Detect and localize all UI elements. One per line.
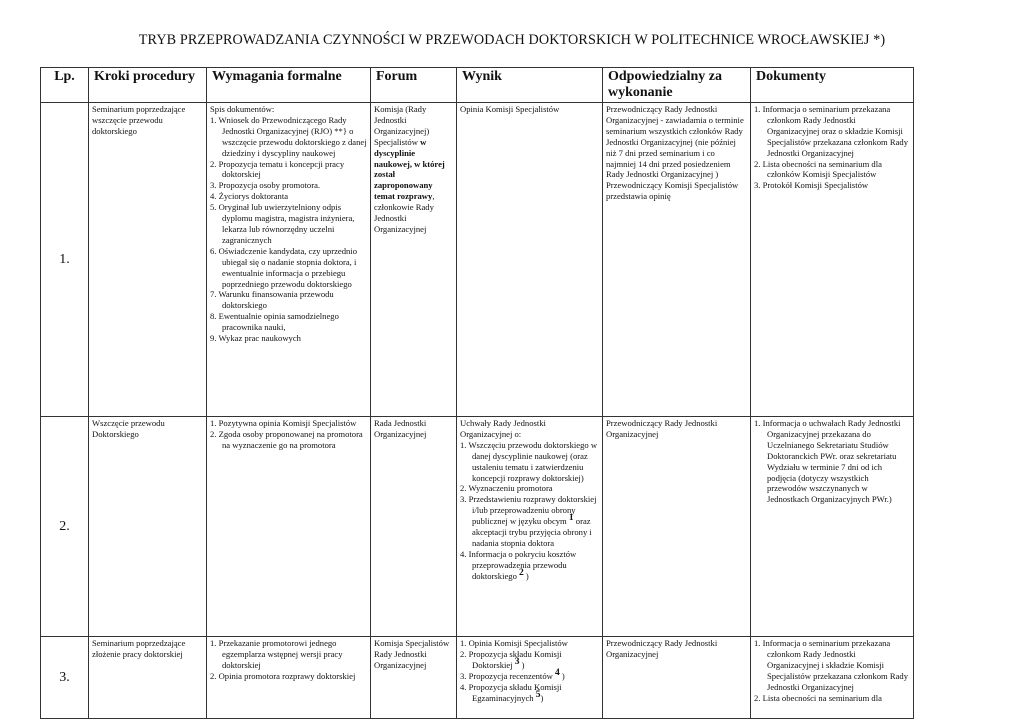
footnote-marker: 5 — [535, 689, 541, 700]
list-item — [460, 682, 599, 704]
list-item: 1. Informacja o seminarium przekazana członkom Rady Jednostki Organizacyjnej i składzie Komisji Specjalistów przekazana członkom Rady Jednostki Organizacyjnej — [754, 638, 909, 692]
documents-cell — [751, 417, 914, 637]
row-number: 1. — [41, 103, 89, 417]
table-row — [41, 417, 914, 637]
list-item-text-tail: ) — [540, 692, 544, 703]
result-cell — [457, 637, 603, 719]
footnote-marker: 4 — [554, 667, 560, 678]
result-cell: Opinia Komisji Specjalistów — [457, 103, 603, 417]
list-item: 2. Zgoda osoby proponowanej na promotora na wyznaczenie go na promotora — [210, 428, 363, 450]
requirements-cell — [207, 637, 371, 719]
forum-text: Komisja (Rady Jednostki Organizacyjnej) Specjalistów — [374, 104, 430, 147]
table-header-row — [41, 68, 914, 103]
document-title: TRYB PRZEPROWADZANIA CZYNNOŚCI W PRZEWODACH DOKTORSKICH W POLITECHNICE WROCŁAWSKIEJ *) — [138, 32, 886, 48]
forum-cell: Komisja Specjalistów Rady Jednostki Organizacyjnej — [371, 637, 457, 719]
result-list — [460, 440, 599, 582]
header-lp: Lp. — [41, 68, 89, 103]
footnote-marker: 1 — [568, 513, 574, 524]
result-intro: Uchwały Rady Jednostki Organizacyjnej o: — [460, 418, 546, 439]
forum-text-tail: , członkowie Rady Jednostki Organizacyjnej — [374, 191, 435, 234]
table-row — [41, 103, 914, 417]
requirements-list — [210, 418, 367, 451]
row-number: 2. — [41, 417, 89, 637]
requirements-cell — [207, 103, 371, 417]
header-wymagania: Wymagania formalne — [207, 68, 371, 103]
responsible-cell: Przewodniczący Rady Jednostki Organizacyjnej — [603, 417, 751, 637]
list-item — [460, 549, 599, 582]
list-item: 3. Protokół Komisji Specjalistów — [754, 180, 869, 191]
result-list — [460, 638, 599, 703]
list-item-text: 4. Informacja o pokryciu kosztów przeprowadzenia przewodu doktorskiego — [460, 548, 577, 581]
list-item: 6. Oświadczenie kandydata, czy uprzednio ubiegał się o nadanie stopnia doktora, i ewentualnie informacja o przebiegu poprzedniego przewodu doktorskiego — [210, 245, 357, 289]
table-row — [41, 637, 914, 719]
list-item: 1. Informacja o uchwałach Rady Jednostki Organizacyjnej przekazana do Uczelnianego Sekretariatu Studiów Doktoranckich PWr. oraz sekretariatu Wydziału w terminie 7 dni od ich podjęcia (dotyczy wszystkich przewodów wszczynanych w Jednostkach Organizacyjnych PWr.) — [754, 418, 901, 505]
requirements-list — [210, 638, 367, 682]
list-item: 1. Opinia Komisji Specjalistów — [460, 638, 568, 648]
list-item: 2. Lista obecności na seminarium dla członków Komisji Specjalistów — [754, 158, 882, 180]
documents-list — [754, 638, 910, 703]
header-forum: Forum — [371, 68, 457, 103]
list-item: 2. Propozycja tematu i koncepcji pracy doktorskiej — [210, 158, 345, 180]
requirements-cell — [207, 417, 371, 637]
responsible-cell: Przewodniczący Rady Jednostki Organizacyjnej - zawiadamia o terminie seminarium wszystkich członków Rady Jednostki Organizacyjnej (nie później niż 7 dni przed seminarium i co najmniej 14 dni przed posiedzeniem Rady Jednostki Organizacyjnej ) Przewodniczący Komisji Specjalistów przedstawia opinię — [603, 103, 751, 417]
list-item: 1. Przekazanie promotorowi jednego egzemplarza wstępnej wersji pracy doktorskiej — [210, 638, 343, 670]
footnote-marker: 3 — [514, 656, 520, 667]
list-item — [460, 649, 599, 671]
list-item-text: 3. Propozycja recenzentów — [460, 670, 553, 681]
list-item: 5. Oryginał lub uwierzytelniony odpis dyplomu magistra, magistra inżyniera, lekarza lub równorzędny uczelni zagranicznych — [210, 202, 355, 245]
list-item: 1. Pozytywna opinia Komisji Specjalistów — [210, 418, 357, 428]
list-item-text: 3. Przedstawieniu rozprawy doktorskiej i/lub przeprowadzeniu obrony publicznej w języku obcym — [460, 494, 597, 527]
list-item: 1. Wszczęciu przewodu doktorskiego w danej dyscyplinie naukowej (oraz ustaleniu tematu i zatwierdzeniu koncepcji rozprawy doktorskiej) — [460, 439, 598, 483]
step-cell: Seminarium poprzedzające złożenie pracy doktorskiej — [89, 637, 207, 719]
list-item-text: 2. Propozycja składu Komisji Doktorskiej — [460, 648, 562, 670]
row-number: 3. — [41, 637, 89, 719]
list-item-text-tail: oraz akceptacji trybu przyjęcia obrony i nadania stopnia doktora — [472, 516, 592, 548]
result-cell — [457, 417, 603, 637]
requirements-list — [210, 115, 367, 344]
list-item — [460, 494, 599, 549]
documents-list — [754, 418, 910, 505]
list-item — [460, 667, 599, 682]
list-item: 2. Opinia promotora rozprawy doktorskiej — [210, 670, 356, 681]
list-item: 8. Ewentualnie opinia samodzielnego pracownika nauki, — [210, 311, 339, 333]
documents-cell — [751, 103, 914, 417]
list-item: 4. Życiorys doktoranta — [210, 191, 289, 202]
header-wynik: Wynik — [457, 68, 603, 103]
list-item-text-tail: ) — [559, 670, 565, 681]
list-item: 7. Warunku finansowania przewodu doktorskiego — [210, 289, 334, 311]
step-cell: Seminarium poprzedzające wszczęcie przewodu doktorskiego — [89, 103, 207, 417]
documents-list — [754, 104, 910, 191]
list-item: 1. Informacja o seminarium przekazana członkom Rady Jednostki Organizacyjnej oraz o składzie Komisji Specjalistów przekazana członkom Rady Jednostki Organizacyjnej — [754, 104, 909, 158]
list-item: 9. Wykaz prac naukowych — [210, 333, 301, 344]
step-cell: Wszczęcie przewodu Doktorskiego — [89, 417, 207, 637]
documents-cell — [751, 637, 914, 719]
list-item: 2. Wyznaczeniu promotora — [460, 483, 553, 494]
forum-cell: Rada Jednostki Organizacyjnej — [371, 417, 457, 637]
procedure-table — [40, 67, 914, 719]
list-item-text-tail: ) — [523, 570, 529, 581]
forum-cell — [371, 103, 457, 417]
header-kroki: Kroki procedury — [89, 68, 207, 103]
requirements-intro: Spis dokumentów: — [210, 104, 275, 114]
list-item-text: 4. Propozycja składu Komisji Egzaminacyjnych — [460, 681, 562, 703]
header-dokumenty: Dokumenty — [751, 68, 914, 103]
list-item: 1. Wniosek do Przewodniczącego Rady Jednostki Organizacyjnej (RJO) **} o wszczęcie przewodu doktorskiego z danej dziedziny i dyscypliny naukowej — [210, 114, 367, 158]
footnote-marker: 2 — [519, 567, 524, 578]
list-item-text-tail: ) — [519, 659, 525, 670]
forum-bold-text: w dyscyplinie naukowej, w której został zaproponowany temat rozprawy — [374, 136, 445, 202]
responsible-cell: Przewodniczący Rady Jednostki Organizacyjnej — [603, 637, 751, 719]
header-odpowiedzialny: Odpowiedzialny za wykonanie — [603, 68, 751, 103]
list-item: 2. Lista obecności na seminarium dla — [754, 692, 882, 703]
list-item: 3. Propozycja osoby promotora. — [210, 180, 321, 191]
